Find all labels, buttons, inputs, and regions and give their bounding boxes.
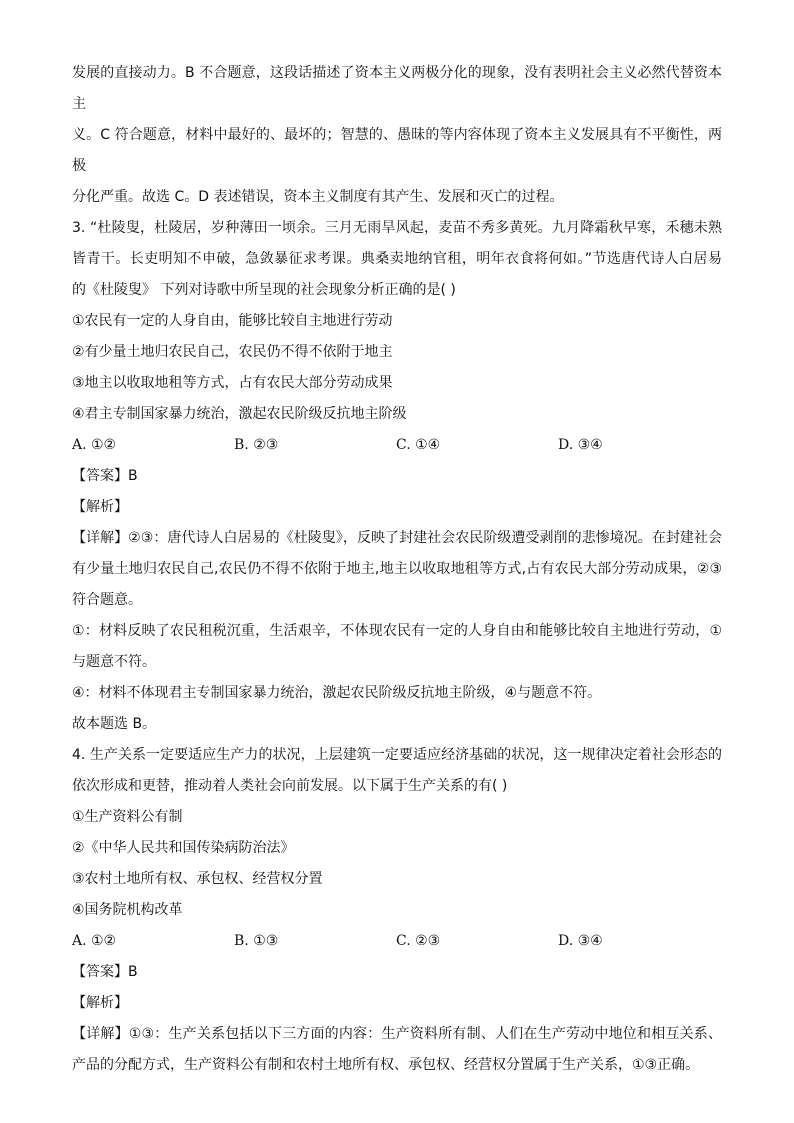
option-b: B. ②③ bbox=[234, 437, 279, 453]
option-d: D. ③④ bbox=[558, 933, 603, 949]
question-4-stem: 4. 生产关系一定要适应生产力的状况，上层建筑一定要适应经济基础的状况，这一规律决定着社会形态的 bbox=[72, 747, 722, 763]
detail-text: 与题意不符。 bbox=[72, 654, 156, 670]
detail-text: 【详解】①③：生产关系包括以下三方面的内容：生产资料所有制、人们在生产劳动中地位和相互关系、 bbox=[72, 1026, 722, 1042]
question-3-stem: 3. “杜陵叟，杜陵居，岁种薄田一顷余。三月无雨旱风起，麦苗不秀多黄死。九月降霜秋早寒，禾穗未熟 bbox=[72, 220, 722, 236]
answer-label: 【答案】B bbox=[72, 468, 138, 484]
option-a: A. ①② bbox=[72, 437, 117, 453]
question-3-stem: 的《杜陵叟》 下列对诗歌中所呈现的社会现象分析正确的是( ) bbox=[72, 282, 456, 298]
detail-text: 有少量土地归农民自己,农民仍不得不依附于地主,地主以收取地租等方式,占有农民大部分劳动成果，②③ bbox=[72, 561, 722, 577]
analysis-label: 【解析】 bbox=[72, 499, 128, 515]
document-page bbox=[72, 58, 722, 1081]
detail-text: 【详解】②③：唐代诗人白居易的《杜陵叟》，反映了封建社会农民阶级遭受剥削的悲惨境况。在封建社会 bbox=[72, 530, 722, 546]
option-c: C. ①④ bbox=[396, 437, 441, 453]
question-3-stem: 皆青干。长吏明知不申破，急敛暴征求考课。典桑卖地纳官租，明年衣食将何如。”节选唐代诗人白居易 bbox=[72, 251, 722, 267]
question-3-item: ②有少量土地归农民自己，农民仍不得不依附于地主 bbox=[72, 344, 393, 360]
question-3-item: ③地主以收取地租等方式，占有农民大部分劳动成果 bbox=[72, 375, 393, 391]
question-4-stem: 依次形成和更替，推动着人类社会向前发展。以下属于生产关系的有( ) bbox=[72, 778, 508, 794]
analysis-label: 【解析】 bbox=[72, 995, 128, 1011]
question-3-options bbox=[72, 430, 722, 461]
text-line: 义。C 符合题意，材料中最好的、最坏的；智慧的、愚昧的等内容体现了资本主义发展具有不平衡性，两极 bbox=[72, 127, 722, 174]
option-d: D. ③④ bbox=[558, 437, 603, 453]
question-4-item: ①生产资料公有制 bbox=[72, 809, 183, 825]
question-4-item: ④国务院机构改革 bbox=[72, 902, 183, 918]
text-line: 发展的直接动力。B 不合题意，这段话描述了资本主义两极分化的现象，没有表明社会主义必然代替资本主 bbox=[72, 65, 722, 112]
detail-text: ④：材料不体现君主专制国家暴力统治，激起农民阶级反抗地主阶级，④与题意不符。 bbox=[72, 685, 602, 701]
question-4-item: ②《中华人民共和国传染病防治法》 bbox=[72, 840, 295, 856]
answer-label: 【答案】B bbox=[72, 964, 138, 980]
option-c: C. ②③ bbox=[396, 933, 441, 949]
question-4-options bbox=[72, 926, 722, 957]
question-3-item: ④君主专制国家暴力统治，激起农民阶级反抗地主阶级 bbox=[72, 406, 407, 422]
detail-text: 故本题选 B。 bbox=[72, 716, 157, 732]
detail-text: 产品的分配方式，生产资料公有制和农村土地所有权、承包权、经营权分置属于生产关系，①③正确。 bbox=[72, 1057, 700, 1073]
detail-text: ①：材料反映了农民租税沉重，生活艰辛，不体现农民有一定的人身自由和能够比较自主地进行劳动，① bbox=[72, 623, 722, 639]
question-3-item: ①农民有一定的人身自由，能够比较自主地进行劳动 bbox=[72, 313, 393, 329]
detail-text: 符合题意。 bbox=[72, 592, 142, 608]
option-b: B. ①③ bbox=[234, 933, 279, 949]
question-4-item: ③农村土地所有权、承包权、经营权分置 bbox=[72, 871, 323, 887]
option-a: A. ①② bbox=[72, 933, 117, 949]
text-line: 分化严重。故选 C。D 表述错误，资本主义制度有其产生、发展和灭亡的过程。 bbox=[72, 189, 564, 205]
